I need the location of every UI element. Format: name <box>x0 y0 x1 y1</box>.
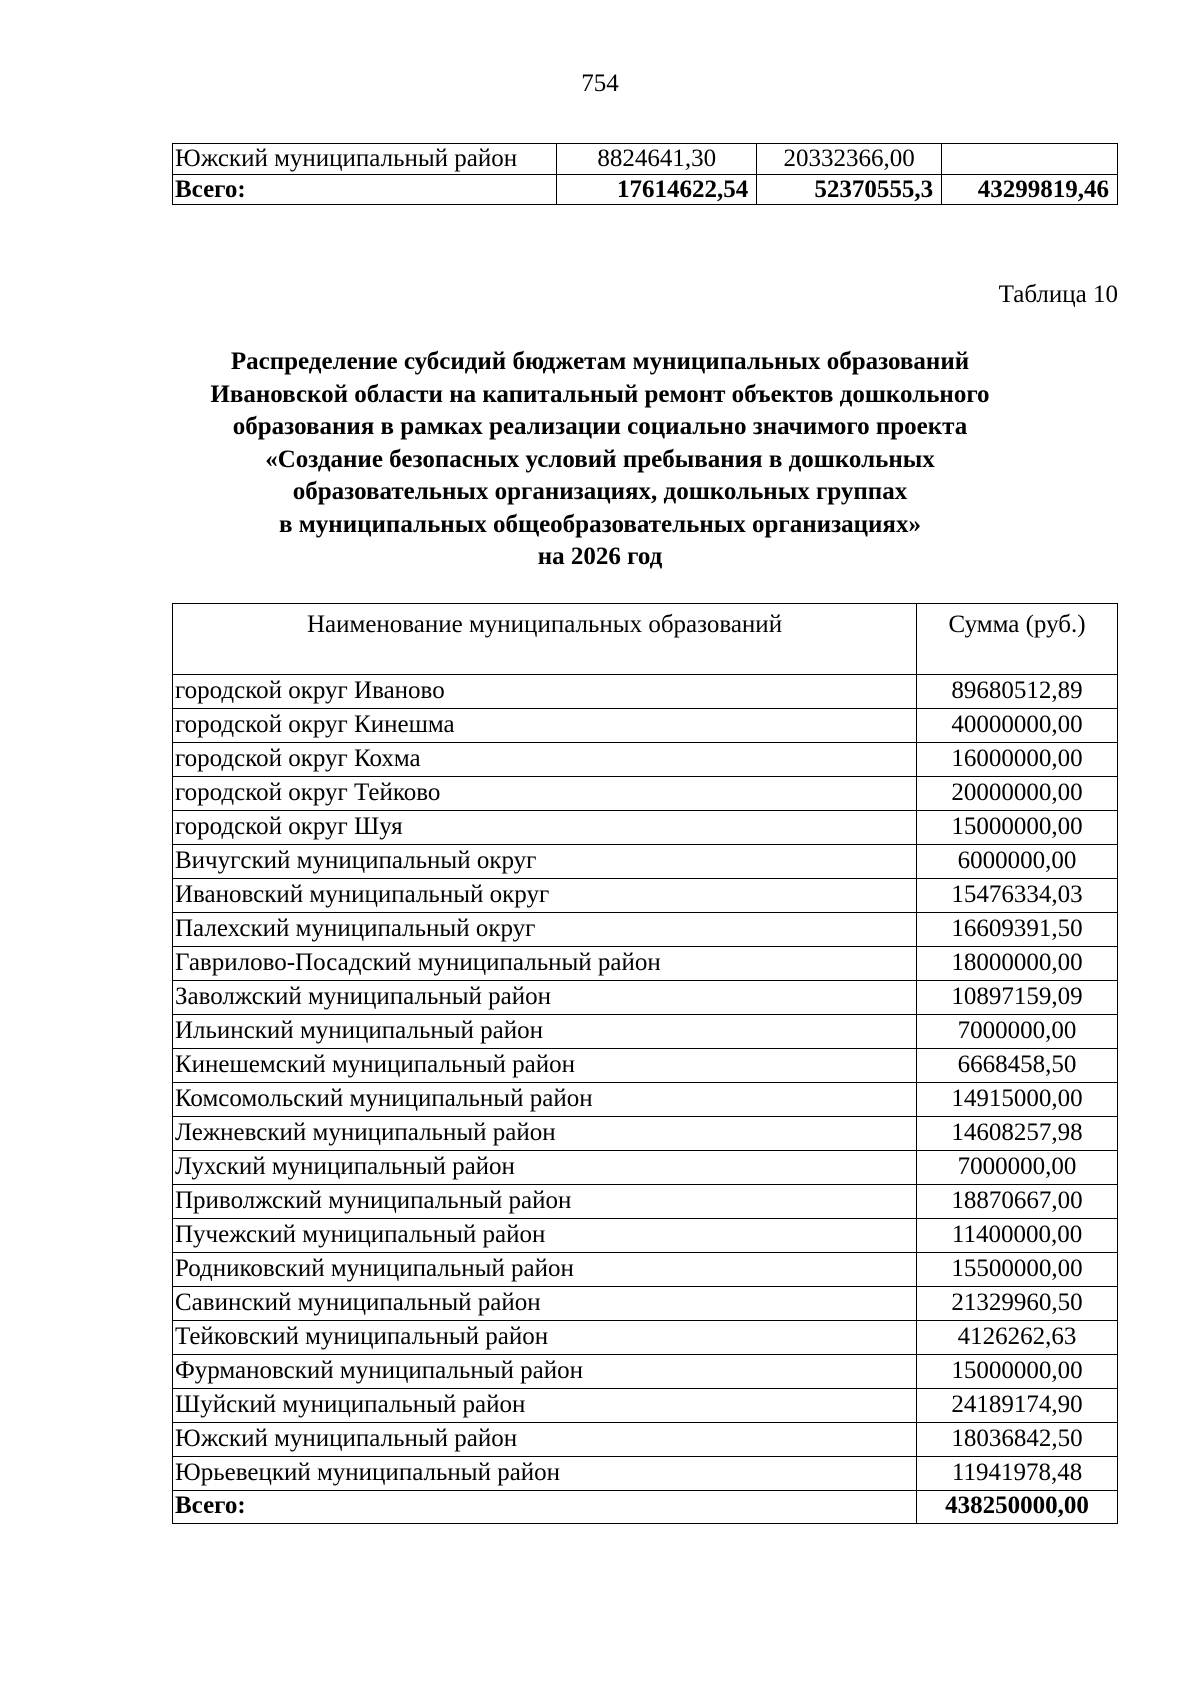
title-line: «Создание безопасных условий пребывания в дошкольных <box>265 445 935 473</box>
title-line: образования в рамках реализации социально значимого проекта <box>232 413 968 440</box>
table-row <box>173 845 1118 879</box>
title-line: Распределение субсидий бюджетам муниципальных образований <box>230 348 970 375</box>
amount-cell: 20000000,00 <box>917 777 1118 811</box>
table-row <box>173 743 1118 777</box>
table-row <box>173 1117 1118 1151</box>
municipality-name: городской округ Кинешма <box>173 709 917 743</box>
amount-cell: 6668458,50 <box>917 1049 1118 1083</box>
municipality-name: Родниковский муниципальный район <box>173 1253 917 1287</box>
amount-cell: 16000000,00 <box>917 743 1118 777</box>
table-row <box>173 675 1118 709</box>
municipality-name: Гаврилово-Посадский муниципальный район <box>173 947 917 981</box>
table-row <box>173 1423 1118 1457</box>
municipality-name: Южский муниципальный район <box>173 1423 917 1457</box>
municipality-name: Заволжский муниципальный район <box>173 981 917 1015</box>
amount-cell: 40000000,00 <box>917 709 1118 743</box>
total-amount: 52370555,3 <box>757 174 942 205</box>
table-row <box>173 1219 1118 1253</box>
table-header-row <box>173 604 1118 675</box>
municipality-name: Комсомольский муниципальный район <box>173 1083 917 1117</box>
municipality-name: Ивановский муниципальный округ <box>173 879 917 913</box>
table-row <box>173 947 1118 981</box>
municipality-name: Тейковский муниципальный район <box>173 1321 917 1355</box>
amount-cell: 16609391,50 <box>917 913 1118 947</box>
amount-cell: 89680512,89 <box>917 675 1118 709</box>
municipality-name: городской округ Шуя <box>173 811 917 845</box>
total-amount: 17614622,54 <box>557 174 757 205</box>
title-line: на 2026 год <box>537 543 663 570</box>
amount-cell: 18036842,50 <box>917 1423 1118 1457</box>
municipality-name: Шуйский муниципальный район <box>173 1389 917 1423</box>
table-row <box>173 1049 1118 1083</box>
amount-cell: 15476334,03 <box>917 879 1118 913</box>
table-row <box>173 879 1118 913</box>
amount-cell: 18870667,00 <box>917 1185 1118 1219</box>
table-row <box>173 981 1118 1015</box>
table-row <box>173 1083 1118 1117</box>
table-row <box>173 1185 1118 1219</box>
total-label: Всего: <box>173 1491 917 1524</box>
amount-cell: 8824641,30 <box>557 144 757 175</box>
municipality-name: Юрьевецкий муниципальный район <box>173 1457 917 1491</box>
page-number: 754 <box>581 70 619 97</box>
continuation-table <box>172 143 1118 205</box>
table-row <box>173 1287 1118 1321</box>
table-row <box>173 144 1118 175</box>
column-header-name: Наименование муниципальных образований <box>173 604 917 675</box>
table-row <box>173 1151 1118 1185</box>
total-amount: 43299819,46 <box>942 174 1118 205</box>
municipality-name: Лухский муниципальный район <box>173 1151 917 1185</box>
amount-cell: 14608257,98 <box>917 1117 1118 1151</box>
municipality-name: Палехский муниципальный округ <box>173 913 917 947</box>
municipality-name: городской округ Кохма <box>173 743 917 777</box>
municipality-name: Вичугский муниципальный округ <box>173 845 917 879</box>
amount-cell: 7000000,00 <box>917 1151 1118 1185</box>
title-line: Ивановской области на капитальный ремонт объектов дошкольного <box>210 380 990 408</box>
table-row <box>173 1015 1118 1049</box>
amount-cell: 15500000,00 <box>917 1253 1118 1287</box>
amount-cell: 24189174,90 <box>917 1389 1118 1423</box>
total-label: Всего: <box>173 174 557 205</box>
table-label: Таблица 10 <box>998 281 1118 308</box>
amount-cell: 11400000,00 <box>917 1219 1118 1253</box>
municipality-name: Савинский муниципальный район <box>173 1287 917 1321</box>
amount-cell: 4126262,63 <box>917 1321 1118 1355</box>
title-line: в муниципальных общеобразовательных организациях» <box>279 510 921 538</box>
table-row <box>173 709 1118 743</box>
municipality-name: Ильинский муниципальный район <box>173 1015 917 1049</box>
municipality-name: Кинешемский муниципальный район <box>173 1049 917 1083</box>
amount-cell: 6000000,00 <box>917 845 1118 879</box>
amount-cell <box>942 144 1118 175</box>
amount-cell: 14915000,00 <box>917 1083 1118 1117</box>
amount-cell: 15000000,00 <box>917 1355 1118 1389</box>
amount-cell: 18000000,00 <box>917 947 1118 981</box>
amount-cell: 20332366,00 <box>757 144 942 175</box>
table-row <box>173 777 1118 811</box>
table-row <box>173 1457 1118 1491</box>
amount-cell: 15000000,00 <box>917 811 1118 845</box>
total-row <box>173 1491 1118 1524</box>
table-row <box>173 1355 1118 1389</box>
municipality-name: Фурмановский муниципальный район <box>173 1355 917 1389</box>
title-line: образовательных организациях, дошкольных группах <box>292 478 908 505</box>
municipality-name: Южский муниципальный район <box>173 144 557 175</box>
table-row <box>173 913 1118 947</box>
amount-cell: 7000000,00 <box>917 1015 1118 1049</box>
amount-cell: 21329960,50 <box>917 1287 1118 1321</box>
table-row <box>173 811 1118 845</box>
table-row <box>173 1321 1118 1355</box>
amount-cell: 10897159,09 <box>917 981 1118 1015</box>
total-row <box>173 174 1118 205</box>
total-amount: 438250000,00 <box>917 1491 1118 1524</box>
municipality-name: Пучежский муниципальный район <box>173 1219 917 1253</box>
municipality-name: Приволжский муниципальный район <box>173 1185 917 1219</box>
table-row <box>173 1389 1118 1423</box>
municipality-name: городской округ Иваново <box>173 675 917 709</box>
municipality-name: городской округ Тейково <box>173 777 917 811</box>
column-header-amount: Сумма (руб.) <box>917 604 1118 675</box>
document-title <box>150 346 1050 574</box>
municipality-name: Лежневский муниципальный район <box>173 1117 917 1151</box>
table-row <box>173 1253 1118 1287</box>
subsidy-table <box>172 603 1118 1524</box>
amount-cell: 11941978,48 <box>917 1457 1118 1491</box>
